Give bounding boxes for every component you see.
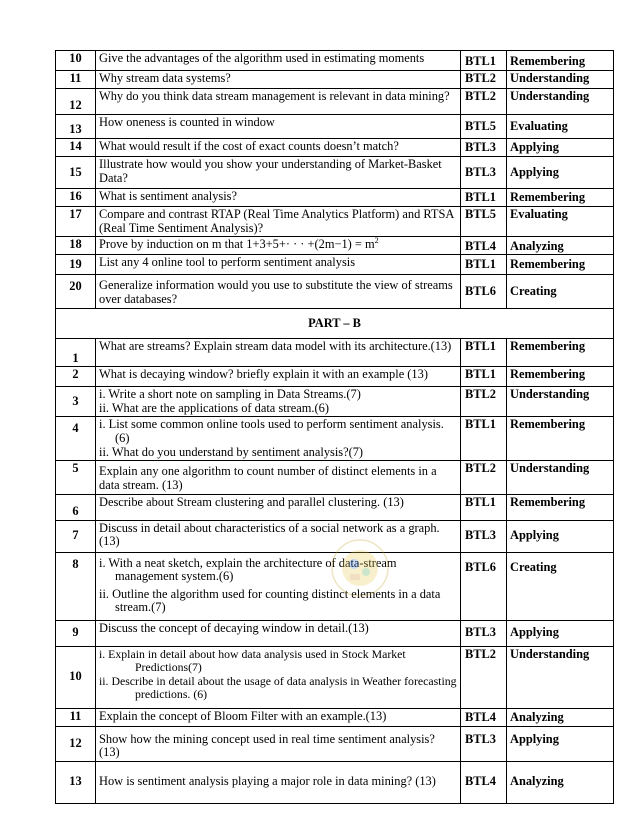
question-number: 8 [56,552,96,620]
bloom-domain: Analyzing [507,761,614,803]
question-number: 10 [56,646,96,708]
question-text: Discuss the concept of decaying window in detail.(13) [96,620,461,646]
table-row [56,726,614,761]
btl-level: BTL3 [461,726,507,761]
btl-level: BTL1 [461,255,507,275]
btl-level: BTL6 [461,275,507,309]
question-text: What is sentiment analysis? [96,189,461,207]
question-text: Why do you think data stream management is relevant in data mining? [96,89,461,115]
question-number: 10 [56,51,96,71]
question-number: 6 [56,494,96,520]
btl-level: BTL3 [461,520,507,552]
question-text: Discuss in detail about characteristics of a social network as a graph. (13) [96,520,461,552]
table-row [56,207,614,237]
question-text: Explain the concept of Bloom Filter with an example.(13) [96,708,461,726]
btl-level: BTL1 [461,494,507,520]
table-row [56,552,614,620]
question-number: 11 [56,708,96,726]
question-text: Describe about Stream clustering and parallel clustering. (13) [96,494,461,520]
question-text: List any 4 online tool to perform sentiment analysis [96,255,461,275]
btl-level: BTL4 [461,761,507,803]
bloom-domain: Understanding [507,71,614,89]
exponent: 2 [374,236,379,246]
bloom-domain: Remembering [507,494,614,520]
btl-level: BTL2 [461,71,507,89]
btl-level: BTL5 [461,207,507,237]
question-number: 12 [56,89,96,115]
question-number: 7 [56,520,96,552]
question-number: 4 [56,417,96,461]
question-number: 20 [56,275,96,309]
table-row [56,189,614,207]
btl-level: BTL2 [461,461,507,494]
sub-question: ii. Describe in detail about the usage of data analysis in Weather forecasting predictions. (6) [99,673,457,702]
table-row [56,520,614,552]
question-text [96,237,461,255]
table-row [56,237,614,255]
btl-level: BTL4 [461,237,507,255]
question-text-main: Prove by induction on m that 1+3+5+· · · +(2m−1) = m [99,237,375,252]
question-text: What are streams? Explain stream data model with its architecture.(13) [96,339,461,367]
question-number: 18 [56,237,96,255]
table-row [56,339,614,367]
question-number: 13 [56,761,96,803]
table-row [56,387,614,417]
question-text [96,646,461,708]
table-row [56,71,614,89]
btl-level: BTL2 [461,387,507,417]
section-header-row [56,309,614,339]
btl-level: BTL1 [461,417,507,461]
bloom-domain: Remembering [507,339,614,367]
btl-level: BTL3 [461,620,507,646]
bloom-domain: Creating [507,275,614,309]
sub-question: i. List some common online tools used to perform sentiment analysis.(6) [99,417,444,445]
question-number: 3 [56,387,96,417]
sub-question: ii. What do you understand by sentiment analysis?(7) [99,444,364,459]
part-b-title: PART – B [56,309,614,339]
question-number: 16 [56,189,96,207]
table-row [56,646,614,708]
bloom-domain: Understanding [507,646,614,708]
sub-question: i. Write a short note on sampling in Data Streams.(7) [99,387,361,402]
bloom-domain: Applying [507,139,614,157]
bloom-domain: Applying [507,520,614,552]
table-row [56,620,614,646]
bloom-domain: Applying [507,157,614,189]
bloom-domain: Applying [507,620,614,646]
bloom-domain: Creating [507,552,614,620]
question-number: 5 [56,461,96,494]
bloom-domain: Understanding [507,387,614,417]
table-row [56,708,614,726]
question-text: What would result if the cost of exact counts doesn’t match? [96,139,461,157]
btl-level: BTL4 [461,708,507,726]
question-text [96,417,461,461]
question-text: Why stream data systems? [96,71,461,89]
sub-question: ii. What are the applications of data stream.(6) [99,400,329,415]
sub-question: i. With a neat sketch, explain the architecture of data-stream management system.(6) [99,555,397,584]
question-number: 19 [56,255,96,275]
question-number: 12 [56,726,96,761]
btl-level: BTL1 [461,367,507,387]
bloom-domain: Evaluating [507,207,614,237]
bloom-domain: Remembering [507,189,614,207]
question-text: Illustrate how would you show your understanding of Market-Basket Data? [96,157,461,189]
bloom-domain: Applying [507,726,614,761]
btl-level: BTL3 [461,139,507,157]
table-row [56,275,614,309]
table-row [56,761,614,803]
bloom-domain: Evaluating [507,115,614,139]
bloom-domain: Remembering [507,255,614,275]
bloom-domain: Remembering [507,51,614,71]
table-row [56,494,614,520]
question-number: 17 [56,207,96,237]
table-row [56,115,614,139]
question-text: What is decaying window? briefly explain it with an example (13) [96,367,461,387]
question-bank-page [55,50,613,804]
question-text [96,387,461,417]
table-row [56,89,614,115]
question-text: Give the advantages of the algorithm used in estimating moments [96,51,461,71]
question-text: How is sentiment analysis playing a major role in data mining? (13) [96,761,461,803]
btl-level: BTL6 [461,552,507,620]
btl-level: BTL2 [461,89,507,115]
question-number: 15 [56,157,96,189]
question-text: How oneness is counted in window [96,115,461,139]
question-number: 1 [56,339,96,367]
btl-level: BTL5 [461,115,507,139]
question-number: 13 [56,115,96,139]
bloom-domain: Understanding [507,461,614,494]
question-text: Compare and contrast RTAP (Real Time Analytics Platform) and RTSA (Real Time Sentiment Analysis)? [96,207,461,237]
table-row [56,417,614,461]
table-row [56,157,614,189]
bloom-domain: Remembering [507,417,614,461]
btl-level: BTL1 [461,189,507,207]
question-table [55,50,614,804]
sub-question: i. Explain in detail about how data analysis used in Stock Market Predictions(7) [99,646,406,675]
question-text: Show how the mining concept used in real time sentiment analysis? (13) [96,726,461,761]
bloom-domain: Understanding [507,89,614,115]
table-row [56,255,614,275]
bloom-domain: Analyzing [507,237,614,255]
question-text [96,552,461,620]
btl-level: BTL2 [461,646,507,708]
question-number: 9 [56,620,96,646]
btl-level: BTL1 [461,339,507,367]
question-number: 11 [56,71,96,89]
table-row [56,51,614,71]
bloom-domain: Remembering [507,367,614,387]
question-number: 14 [56,139,96,157]
question-number: 2 [56,367,96,387]
sub-question: ii. Outline the algorithm used for counting distinct elements in a data stream.(7) [99,586,441,615]
bloom-domain: Analyzing [507,708,614,726]
table-row [56,367,614,387]
btl-level: BTL1 [461,51,507,71]
table-row [56,461,614,494]
table-row [56,139,614,157]
question-text: Explain any one algorithm to count number of distinct elements in a data stream. (13) [96,461,461,494]
question-text: Generalize information would you use to substitute the view of streams over databases? [96,275,461,309]
btl-level: BTL3 [461,157,507,189]
